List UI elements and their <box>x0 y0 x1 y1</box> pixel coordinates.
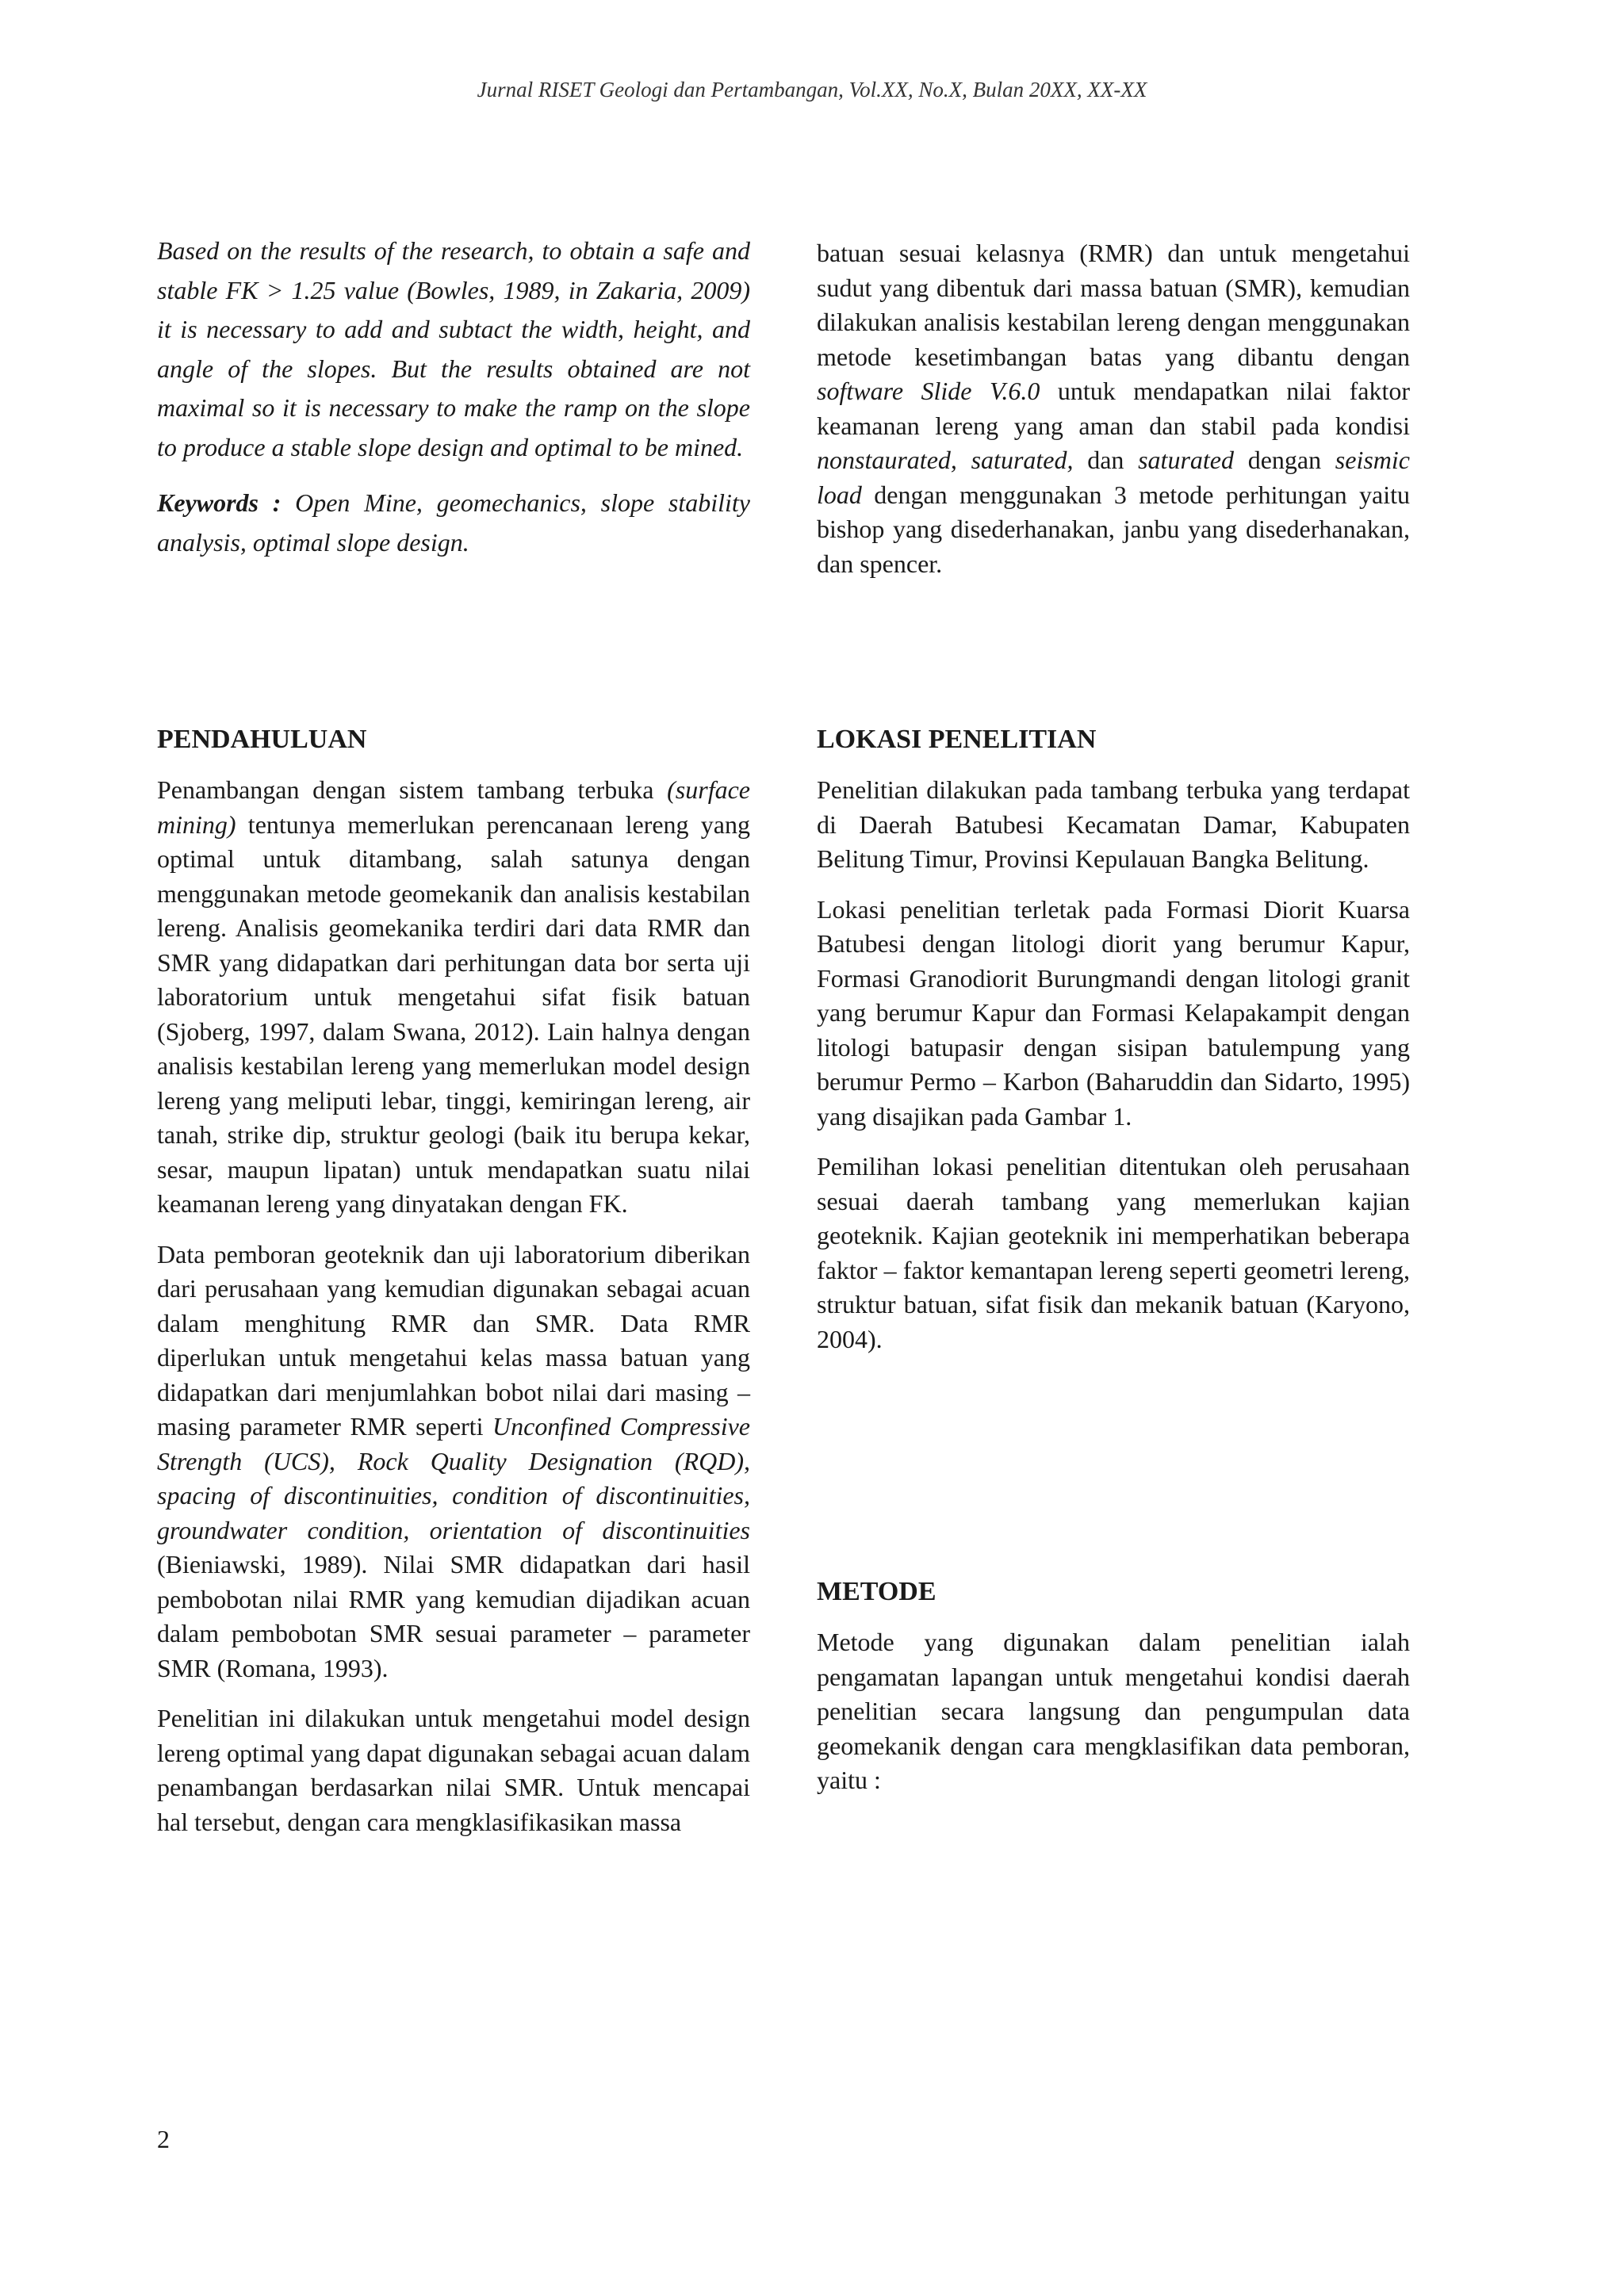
section-metode <box>817 1576 1410 1798</box>
pendahuluan-paragraph-2 <box>157 1238 750 1686</box>
pendahuluan-paragraph-3: Penelitian ini dilakukan untuk mengetahui model design lereng optimal yang dapat digunakan sebagai acuan dalam penambangan berdasarkan nilai SMR. Untuk mencapai hal tersebut, dengan cara mengklasifikasikan massa <box>157 1704 750 1836</box>
text-run: dengan <box>1233 446 1335 474</box>
condition-term: saturated <box>1138 446 1234 474</box>
metode-paragraph-1: Metode yang digunakan dalam penelitian ialah pengamatan lapangan untuk mengetahui kondisi daerah penelitian secara langsung dan pengumpulan data geomekanik dengan cara mengklasifikan data pemboran, yaitu : <box>817 1628 1410 1794</box>
text-run: Penambangan dengan sistem tambang terbuka <box>157 775 668 804</box>
pendahuluan-paragraph-1 <box>157 773 750 1222</box>
text-run: batuan sesuai kelasnya (RMR) dan untuk mengetahui sudut yang dibentuk dari massa batuan (SMR), kemudian dilakukan analisis kestabilan lereng dengan menggunakan metode kesetimbangan batas yang dibantu dengan <box>817 239 1410 371</box>
abstract-indonesian-continuation <box>817 236 1410 581</box>
abstract-text: Based on the results of the research, to obtain a safe and stable FK > 1.25 value (Bowles, 1989, in Zakaria, 2009) it is necessary to add and subtact the width, height, and angle of the slopes. But the results obtained are not maximal so it is necessary to make the ramp on the slope to produce a stable slope design and optimal to be mined. <box>157 236 750 461</box>
italic-term: (surface mining) <box>157 775 750 839</box>
condition-term: seismic load <box>817 446 1410 509</box>
text-run: (Bieniawski, 1989). Nilai SMR didapatkan dari hasil pembobotan nilai RMR yang kemudian dijadikan acuan dalam pembobotan SMR sesuai parameter – parameter SMR (Romana, 1993). <box>157 1550 750 1682</box>
software-name: software Slide V.6.0 <box>817 377 1040 405</box>
page-number: 2 <box>157 2125 170 2153</box>
condition-term: nonstaurated, saturated, <box>817 446 1074 474</box>
italic-term: Unconfined Compressive Strength (UCS), Rock Quality Designation (RQD), spacing of discontinuities, condition of discontinuities, groundwater condition, orientation of discontinuities <box>157 1412 751 1544</box>
keywords-text: Open Mine, geomechanics, slope stability analysis, optimal slope design. <box>157 488 751 557</box>
journal-header: Jurnal RISET Geologi dan Pertambangan, Vol.XX, No.X, Bulan 20XX, XX-XX <box>477 78 1147 101</box>
section-title: PENDAHULUAN <box>157 725 367 754</box>
section-title: LOKASI PENELITIAN <box>817 725 1097 754</box>
lokasi-paragraph-2: Lokasi penelitian terletak pada Formasi Diorit Kuarsa Batubesi dengan litologi diorit yang berumur Kapur, Formasi Granodiorit Burungmandi dengan litologi granit yang berumur Kapur dan Formasi Kelapakampit dengan litologi batupasir dengan sisipan batulempung yang berumur Permo – Karbon (Baharuddin dan Sidarto, 1995) yang disajikan pada Gambar 1. <box>817 894 1410 1131</box>
text-run: dan <box>1073 446 1139 474</box>
text-run: untuk mendapatkan nilai faktor keamanan lereng yang aman dan stabil pada kondisi <box>817 377 1411 440</box>
keywords-label: Keywords : <box>157 488 282 517</box>
keywords-line <box>157 484 750 562</box>
section-title: METODE <box>817 1577 936 1606</box>
lokasi-paragraph-1: Penelitian dilakukan pada tambang terbuka yang terdapat di Daerah Batubesi Kecamatan Damar, Kabupaten Belitung Timur, Provinsi Kepulauan Bangka Belitung. <box>817 775 1410 873</box>
text-run: dengan menggunakan 3 metode perhitungan yaitu bishop yang disederhanakan, janbu yang disederhanakan, dan spencer. <box>817 480 1410 578</box>
text-run: tentunya memerlukan perencanaan lereng yang optimal untuk ditambang, salah satunya dengan menggunakan metode geomekanik dan analisis kestabilan lereng. Analisis geomekanika terdiri dari data RMR dan SMR yang didapatkan dari perhitungan data bor serta uji laboratorium untuk mengetahui sifat fisik batuan (Sjoberg, 1997, dalam Swana, 2012). Lain halnya dengan analisis kestabilan lereng yang memerlukan model design lereng yang meliputi lebar, tinggi, kemiringan lereng, air tanah, strike dip, struktur geologi (baik itu berupa kekar, sesar, maupun lipatan) untuk mendapatkan suatu nilai keamanan lereng yang dinyatakan dengan FK. <box>157 809 750 1218</box>
section-lokasi-penelitian <box>817 724 1410 1357</box>
text-run: Data pemboran geoteknik dan uji laboratorium diberikan dari perusahaan yang kemudian digunakan sebagai acuan dalam menghitung RMR dan SMR. Data RMR diperlukan untuk mengetahui kelas massa batuan yang didapatkan dari menjumlahkan bobot nilai dari masing – masing parameter RMR seperti <box>157 1239 750 1441</box>
right-top-paragraph <box>817 236 1410 581</box>
section-pendahuluan <box>157 724 750 1839</box>
lokasi-paragraph-3: Pemilihan lokasi penelitian ditentukan oleh perusahaan sesuai daerah tambang yang memerlukan kajian geoteknik. Kajian geoteknik ini memperhatikan beberapa faktor – faktor kemantapan lereng seperti geometri lereng, struktur batuan, sifat fisik dan mekanik batuan (Karyono, 2004). <box>817 1152 1410 1353</box>
abstract-block <box>157 232 750 562</box>
